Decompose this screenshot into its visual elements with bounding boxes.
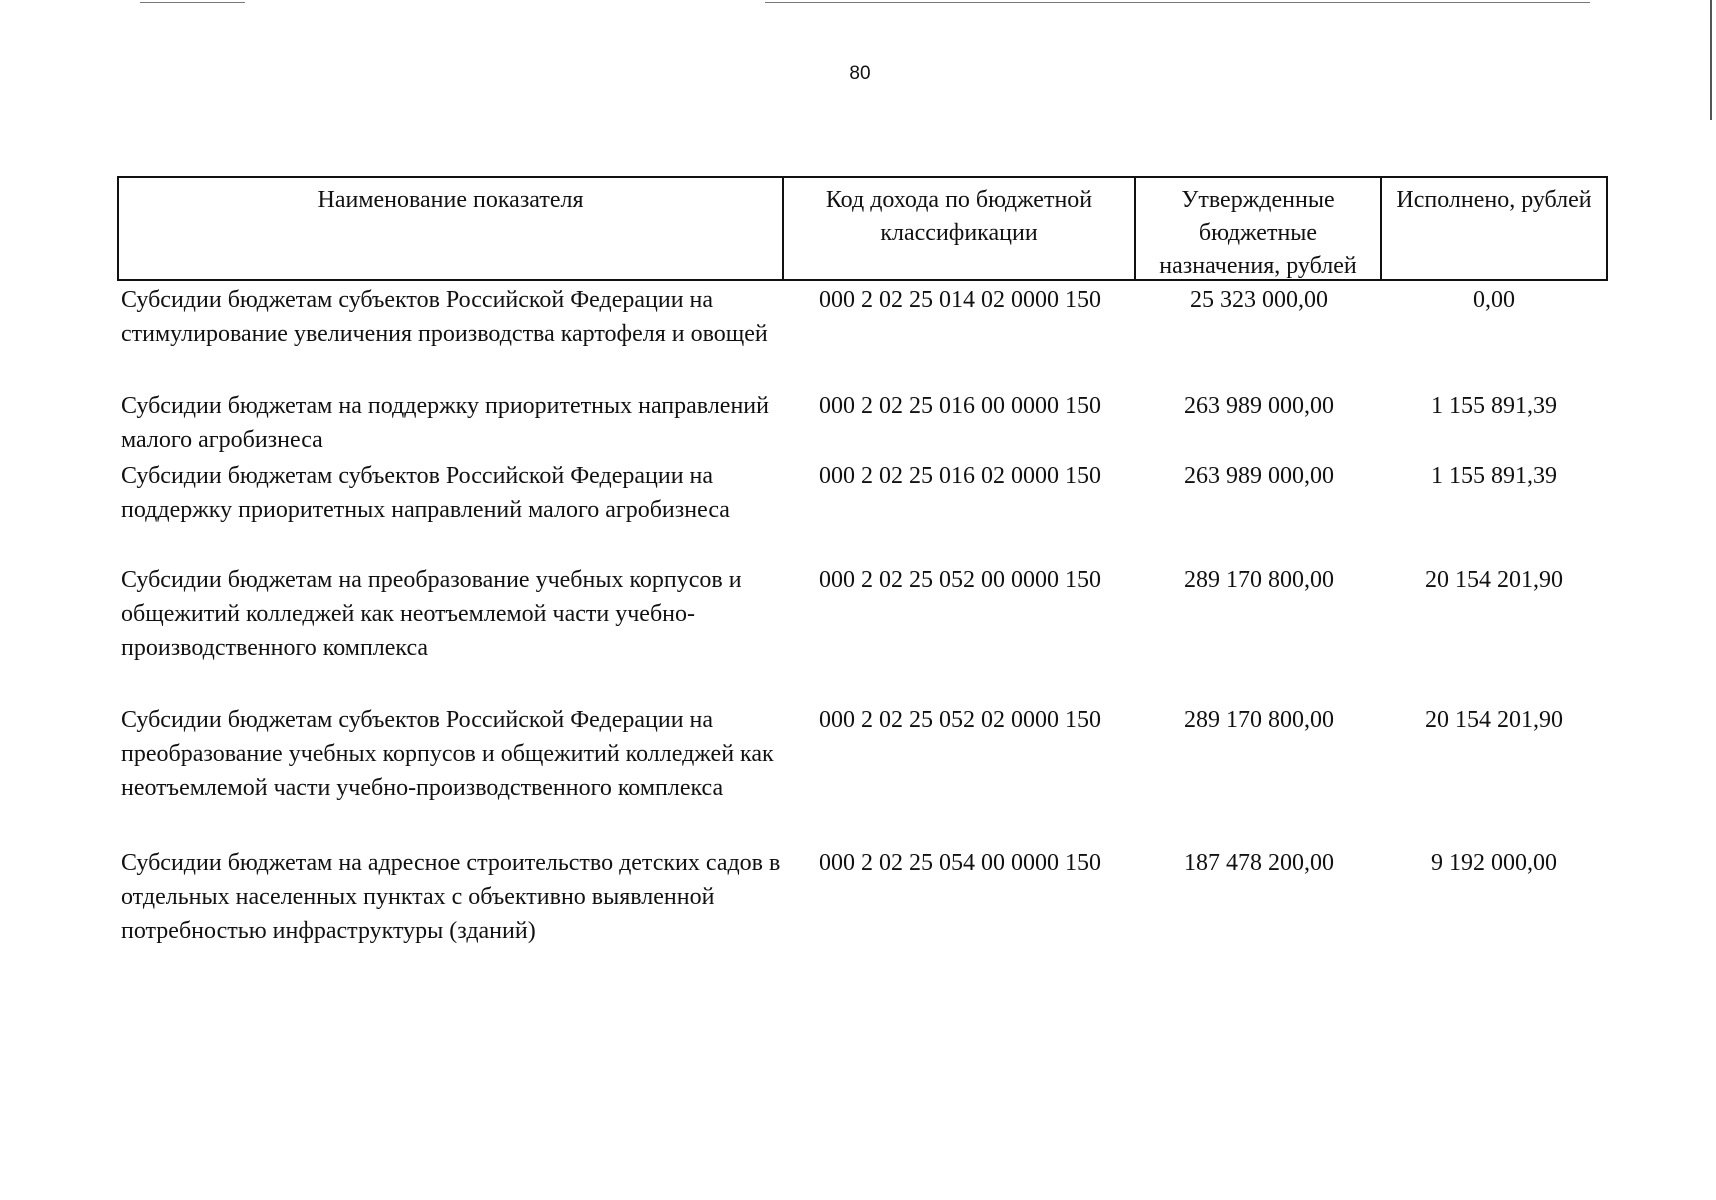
row-executed: 9 192 000,00 — [1431, 850, 1557, 876]
row-code: 000 2 02 25 052 00 0000 150 — [819, 567, 1101, 593]
row-approved: 263 989 000,00 — [1184, 463, 1334, 489]
row-approved: 263 989 000,00 — [1184, 393, 1334, 419]
row-name: Субсидии бюджетам субъектов Российской Федерации на преобразование учебных корпусов и общежитий колледжей как неотъемлемой части учебно-производственного комплекса — [121, 707, 774, 801]
row-name: Субсидии бюджетам на адресное строительство детских садов в отдельных населенных пунктах с объективно выявленной потребностью инфраструктуры (зданий) — [121, 850, 781, 944]
table-row — [119, 563, 1608, 703]
row-name: Субсидии бюджетам субъектов Российской Федерации на стимулирование увеличения производства картофеля и овощей — [121, 287, 768, 347]
row-executed: 1 155 891,39 — [1431, 463, 1557, 489]
table-row — [119, 846, 1608, 986]
table-row — [119, 703, 1608, 846]
row-name: Субсидии бюджетам субъектов Российской Федерации на поддержку приоритетных направлений малого агробизнеса — [121, 463, 730, 523]
table-row — [119, 459, 1608, 563]
row-name: Субсидии бюджетам на преобразование учебных корпусов и общежитий колледжей как неотъемлемой части учебно-производственного комплекса — [121, 567, 742, 661]
row-executed: 20 154 201,90 — [1425, 567, 1563, 593]
scan-mark — [140, 2, 245, 3]
row-code: 000 2 02 25 014 02 0000 150 — [819, 287, 1101, 313]
header-code: Код дохода по бюджетной классификации — [784, 178, 1136, 279]
table-row — [119, 389, 1608, 459]
row-name: Субсидии бюджетам на поддержку приоритетных направлений малого агробизнеса — [121, 393, 769, 453]
header-executed: Исполнено, рублей — [1396, 187, 1592, 213]
page-number: 80 — [849, 63, 871, 84]
row-executed: 20 154 201,90 — [1425, 707, 1563, 733]
table-body — [119, 283, 1608, 986]
row-approved: 187 478 200,00 — [1184, 850, 1334, 876]
header-approved: Утвержденные бюджетные назначения, рублей — [1136, 178, 1382, 279]
row-executed: 0,00 — [1473, 287, 1515, 313]
row-code: 000 2 02 25 016 02 0000 150 — [819, 463, 1101, 489]
header-name: Наименование показателя — [119, 178, 784, 279]
row-code: 000 2 02 25 052 02 0000 150 — [819, 707, 1101, 733]
row-approved: 25 323 000,00 — [1190, 287, 1328, 313]
table-header — [117, 176, 1608, 281]
row-approved: 289 170 800,00 — [1184, 707, 1334, 733]
table-row — [119, 283, 1608, 389]
scan-mark — [765, 2, 1590, 3]
row-code: 000 2 02 25 016 00 0000 150 — [819, 393, 1101, 419]
row-executed: 1 155 891,39 — [1431, 393, 1557, 419]
row-approved: 289 170 800,00 — [1184, 567, 1334, 593]
row-code: 000 2 02 25 054 00 0000 150 — [819, 850, 1101, 876]
scan-mark — [1710, 0, 1712, 120]
